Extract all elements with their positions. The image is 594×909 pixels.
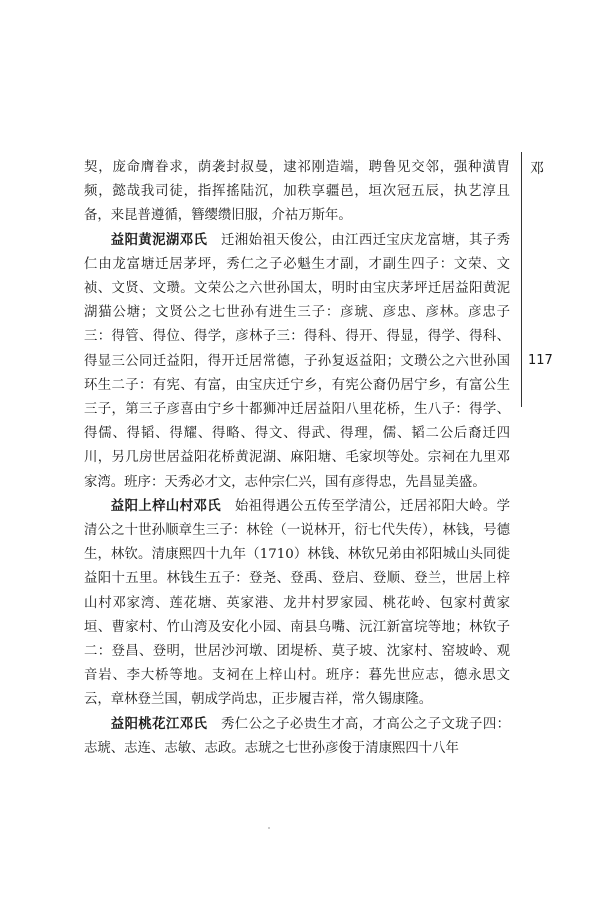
scan-speck [268,827,270,829]
paragraph-continuation [84,156,510,229]
margin-surname-label: 邓 [530,161,544,177]
margin-rule [521,152,522,407]
paragraph-text: 契，庞命膺眷求，荫袭封叔曼，逮祁刚造端，聘鲁见交邻，强种潢胄频，懿哉我司徒，指挥搖陆沉，加秩享疆邑，垣次冠五辰，执艺淳且备，来昆普遵循，簪缨缵旧服，介祜万斯年。 [84,160,510,224]
paragraph-huangnihu [84,229,510,495]
paragraph-taohuajiang [84,713,510,761]
clan-heading: 益阳桃花江邓氏 [110,716,208,732]
page-number: 117 [528,353,553,368]
paragraph-shangzishan [84,495,510,713]
clan-heading: 益阳上梓山村邓氏 [110,498,222,514]
paragraph-text: 始祖得遇公五传至学清公，迁居祁阳大岭。学清公之十世孙顺章生三子：林铨（一说林开，衍七代失传），林钱，号德生，林钦。清康熙四十九年（1710）林钱、林钦兄弟由祁阳城山头同徙益阳十五里。林钱生五子：登尧、登禹、登启、登顺、登兰，世居上梓山村邓家湾、莲花塘、英家港、龙井村罗家园、桃花岭、包家村黄家垣、曹家村、竹山湾及安化小园、南县乌嘴、沅江新富垸等地；林钦子二：登昌、登明，世居沙河墩、团堤桥、莫子坡、沈家村、窑坡岭、观音岩、李大桥等地。支祠在上梓山村。班序：暮先世应志，德永思文云，章林登兰国，朝成学尚忠，正步履吉祥，常久锡康隆。 [84,498,511,708]
paragraph-text: 迁湘始祖天俊公，由江西迁宝庆龙富塘，其子秀仁由龙富塘迁居茅坪，秀仁之子必魁生才副，才副生四子：文荣、文祯、文贤、文瓒。文荣公之六世孙国太，明时由宝庆茅坪迁居益阳黄泥湖猫公塘；文贤公之七世孙有进生三子：彦琥、彦忠、彦林。彦忠子三：得管、得位、得学，彦林子三：得科、得开、得显，得学、得科、得显三公同迁益阳，得开迁居常德，子孙复返益阳；文瓒公之六世孙国环生二子：有宪、有富，由宝庆迁宁乡，有宪公裔仍居宁乡，有富公生三子，第三子彦喜由宁乡十都狮冲迁居益阳八里花桥，生八子：得学、得儒、得韬、得耀、得略、得文、得武、得理，儒、韬二公后裔迁四川，另几房世居益阳花桥黄泥湖、麻阳塘、毛家坝等处。宗祠在九里邓家湾。班序：天秀必才文，志仲宗仁兴，国有彦得忠，先昌显美盛。 [84,232,511,490]
clan-heading: 益阳黄泥湖邓氏 [110,232,208,248]
body-text [84,156,510,761]
paragraph-text: 秀仁公之子必贵生才高，才高公之子文珑子四：志琥、志连、志敏、志政。志琥之七世孙彦俊于清康熙四十八年 [84,716,511,756]
